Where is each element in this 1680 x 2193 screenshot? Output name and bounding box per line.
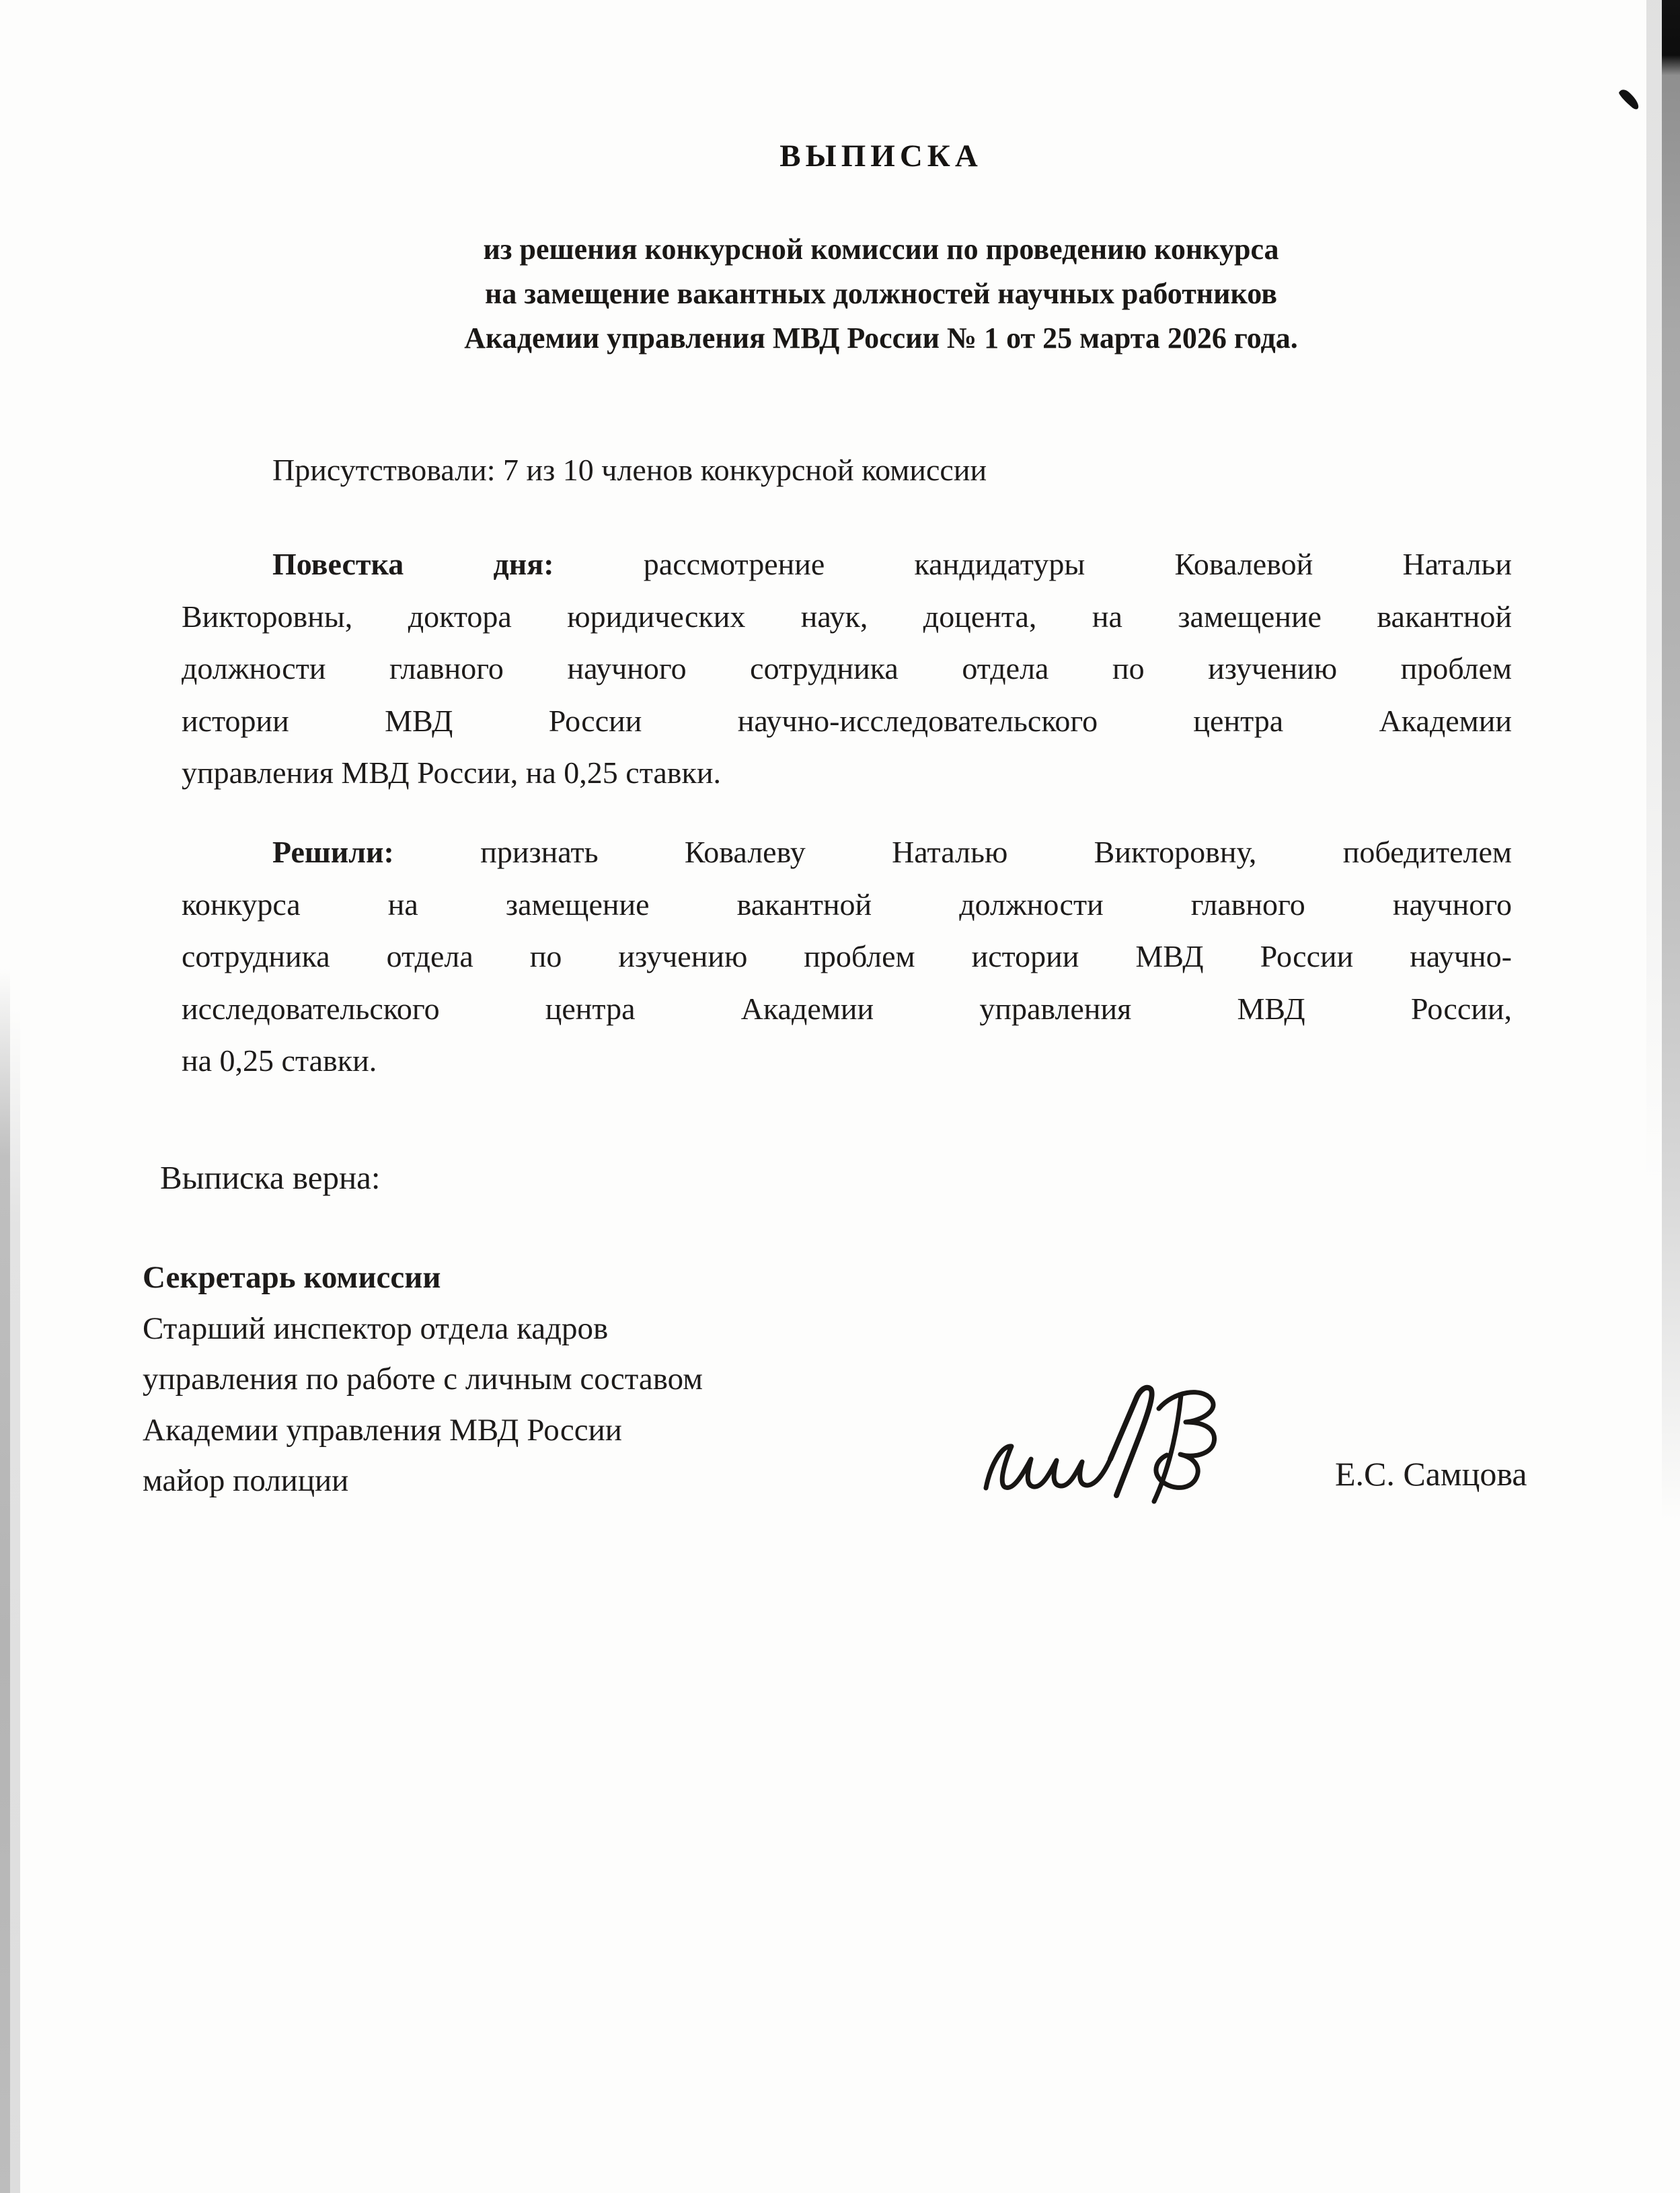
decision-line: конкурса на замещение вакантной должности главного научного [182,887,1512,922]
scanner-edge-band-right [1662,0,1680,1520]
attendance-line: Присутствовали: 7 из 10 членов конкурсной комиссии [272,453,987,487]
subtitle-line: на замещение вакантных должностей научных работников [485,277,1277,310]
scanner-edge-band-left-light [10,1009,20,2193]
decision-line [182,826,1512,879]
document-subtitle [215,227,1547,361]
handwritten-signature-icon [975,1379,1365,1520]
agenda-line: управления МВД России, на 0,25 ставки. [182,755,721,790]
subtitle-line: Академии управления МВД России № 1 от 25 марта 2026 года. [464,322,1298,355]
agenda-text: рассмотрение кандидатуры Ковалевой Натальи [643,547,1512,581]
pen-stroke-mark-icon [1614,86,1644,117]
signatory-name: Е.С. Самцова [1335,1455,1527,1493]
scanner-edge-band-left [0,969,10,2193]
agenda-line: должности главного научного сотрудника отдела по изучению проблем [182,651,1512,685]
signatory-position-line: майор полиции [143,1463,349,1498]
subtitle-line: из решения конкурсной комиссии по проведению конкурса [483,233,1279,266]
agenda-paragraph [182,538,1512,799]
page-title: ВЫПИСКА [779,139,983,174]
signatory-position-line: Старший инспектор отдела кадров [143,1310,609,1346]
scanner-edge-halo-right [1646,0,1663,1184]
signatory-position-title: Секретарь комиссии [143,1260,441,1295]
agenda-line [182,538,1512,591]
decision-line: сотрудника отдела по изучению проблем истории МВД России научно- [182,939,1512,973]
decision-paragraph [182,826,1512,1087]
signatory-position-line: управления по работе с личным составом [143,1362,703,1397]
agenda-line: истории МВД России научно-исследовательского центра Академии [182,703,1512,738]
agenda-line: Викторовны, доктора юридических наук, доцента, на замещение вакантной [182,599,1512,634]
signatory-position-line: Академии управления МВД России [143,1412,622,1448]
decision-line: на 0,25 ставки. [182,1043,377,1078]
document-header [215,138,1547,174]
certification-line: Выписка верна: [160,1159,381,1196]
decision-label: Решили: [272,835,394,869]
decision-text: признать Ковалеву Наталью Викторовну, победителем [480,835,1512,869]
signatory-block [143,1253,882,1507]
decision-line: исследовательского центра Академии управления МВД России, [182,991,1512,1026]
agenda-label: Повестка дня: [272,547,554,581]
